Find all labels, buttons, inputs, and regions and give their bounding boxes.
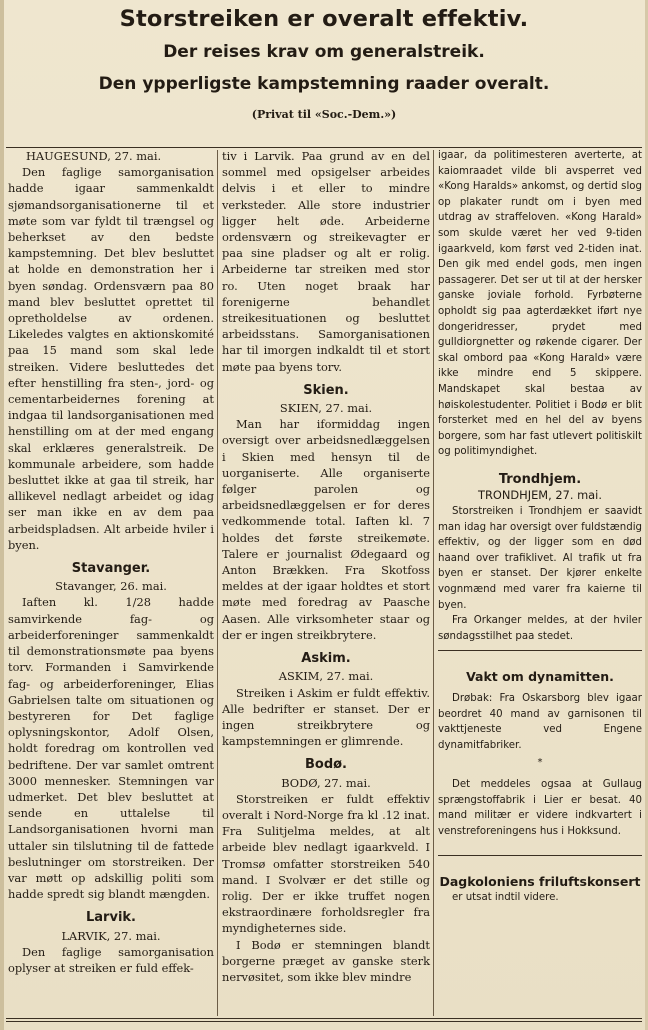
paper-edge-left: [0, 0, 4, 1030]
paragraph-trondhjem: Storstreiken i Trondhjem er saavidt man idag har oversigt over fuldstændig effektiv, og der ligger som en død haand over trafiklivet. Al trafik ut fra byen er stanset. Der kjører enkelte vognmænd med varer fra kaierne til byen.: [438, 506, 642, 611]
column-divider-1: [217, 150, 218, 1016]
footer-rule: [6, 1018, 642, 1019]
dateline-larvik: LARVIK, 27. mai.: [61, 928, 161, 943]
section-heading-askim: Askim.: [301, 651, 351, 667]
paragraph-askim: Streiken i Askim er fuldt effektiv. Alle bedrifter er stanset. Der er ingen streikbrytere og kampstemningen er glimrende.: [222, 685, 430, 749]
dateline-bodo: BODØ, 27. mai.: [281, 775, 371, 790]
paragraph-gullaug: Det meddeles ogsaa at Gullaug sprængstoffabrik i Lier er besat. 40 mand militær er videre indkvartert i venstreforeningens hus i Hokksund.: [438, 778, 642, 837]
paragraph-dynamitt: Drøbak: Fra Oskarsborg blev igaar beordret 40 mand av garnisonen til vakttjeneste ved Engene dynamitfabriker.: [438, 693, 642, 751]
dateline-trondhjem: TRONDHJEM, 27. mai.: [478, 488, 602, 503]
dateline-stavanger: Stavanger, 26. mai.: [55, 579, 167, 594]
separator-star: *: [537, 757, 543, 769]
paragraph-stavanger: Iaften kl. 1/28 hadde samvirkende fag- og arbeiderforeninger sammenkaldt til demonstrationsmøte paa byens torv. Formanden i Samvirkende fag- og arbeiderforeninger, Elias Gabrielsen talte om situationen og bestyreren for Det faglige oplysningskontor, Adolf Olsen, holdt foredrag om kontrollen ved bedriftene. Der var samlet omtrent 3000 mennesker. Stemningen var udmerket. Det blev besluttet at sende en uttalelse til Landsorganisationen hvorni man uttaler sin tilslutning til de fattede beslutninger om storstreiken. Der var møtt op adskillig politi som hadde spredt sig blandt mængden.: [8, 595, 214, 902]
dateline-askim: ASKIM, 27. mai.: [278, 669, 374, 684]
article-header: [8, 4, 640, 121]
column-2: [222, 148, 430, 985]
column-1: [8, 148, 214, 976]
dateline-haugesund: HAUGESUND, 27. mai.: [26, 149, 162, 163]
paragraph-bodo-cont: igaar, da politimesteren averterte, at kaiomraadet vilde bli avsperret ved «Kong Haralds» ankomst, og dertid slog op plakater rundt om i byen med utdrag av straffeloven. «Kong Harald» som skulde været her ved 9-tiden igaarkveld, kom først ved 2-tiden inat. Den gik med endel gods, men ingen passagerer. Det ser ut til at der hersker ganske joviale forhold. Fyrbøterne opholdt sig paa agterdækket iført nye dongeridresser, prydet med gulldiorgnetter og røkende cigarer. Der skal ombord paa «Kong Harald» være ikke mindre end 5 skippere. Mandskapet skal bestaa av høiskolestudenter. Politiet i Bodø er blit forsterket med en hel del av byens borgere, som har fast utlevert politiskilt og politimyndighet.: [438, 150, 642, 458]
headline-subtitle-2: Den ypperligste kampstemning raader overalt.: [98, 74, 550, 94]
headline-title: Storstreiken er overalt effektiv.: [119, 6, 529, 32]
paragraph-bodo: Storstreiken er fuldt effektiv overalt i Nord-Norge fra kl .12 inat. Fra Sulitjelma meldes, at alt arbeide blev nedlagt igaarkveld. I Tromsø omfatter storstreiken 540 mand. I Svolvær er det stille og rolig. Der er ikke truffet nogen ekstraordinære forholdsregler fra myndigheternes side.: [222, 791, 430, 936]
section-divider-2: [438, 855, 642, 856]
footer-rule-2: [6, 1021, 642, 1022]
section-heading-larvik: Larvik.: [86, 910, 136, 926]
section-divider: [438, 650, 642, 651]
section-heading-stavanger: Stavanger.: [71, 561, 151, 577]
paragraph-larvik: Den faglige samorganisation oplyser at streiken er fuld effek-: [8, 944, 214, 975]
section-heading-bodo: Bodø.: [304, 757, 347, 773]
section-heading-konsert: Dagkoloniens friluftskonsert: [439, 874, 641, 890]
dateline-skien: SKIEN, 27. mai.: [279, 401, 373, 416]
source-credit: (Privat til «Soc.-Dem.»): [251, 108, 397, 121]
paragraph-konsert: er utsat indtil videre.: [452, 891, 559, 903]
paragraph-larvik-cont: tiv i Larvik. Paa grund av en del sommel med opsigelser arbeides delvis i et eller to mindre verksteder. Alle store industrier ligger helt øde. Arbeiderne ordensværn og streikevagter er paa sine pladser og alt er rolig. Arbeiderne tar streiken med stor ro. Uten noget braak har forenigerne behandlet streikesituationen og besluttet arbeidsstans. Samorganisationen har til imorgen indkaldt til et stort møte paa byens torv.: [222, 149, 430, 374]
paragraph-haugesund: Den faglige samorganisation hadde igaar sammenkaldt sjømandsorganisationerne til et møte som var fyldt til trængsel og beherkset av den bedste kampstemning. Det blev besluttet at holde en demonstration her i byen søndag. Ordensværn paa 80 mand blev besluttet oprettet til opretholdelse av ordenen. Likeledes valgtes en aktionskomité paa 15 mand som skal lede streiken. Videre besluttedes det efter henstilling fra sten-, jord- og cementarbeidernes forening at indgaa til landsorganisationen med henstilling om at der med engang skal erklæres generalstreik. De kommunale arbeidere, som hadde besluttet ikke at gaa til streik, har allikevel nedlagt arbeidet og idag ser man ikke en av dem paa arbeidspladsen. Alt arbeide hviler i byen.: [8, 165, 214, 552]
column-3: [438, 148, 642, 906]
headline-subtitle-1: Der reises krav om generalstreik.: [163, 42, 485, 62]
column-divider-2: [433, 150, 434, 1016]
section-heading-dynamitt: Vakt om dynamitten.: [466, 669, 614, 685]
section-heading-skien: Skien.: [303, 382, 349, 398]
paragraph-bodo-2: I Bodø er stemningen blandt borgerne præget av ganske sterk nervøsitet, som ikke blev mindre: [222, 937, 430, 984]
paragraph-skien: Man har iformiddag ingen oversigt over arbeidsnedlæggelsen i Skien med hensyn til de uorganiserte. Alle organiserte følger parolen og arbeidsnedlæggelsen er for deres vedkommende total. Iaften kl. 7 holdes det første streikemøte. Talere er journalist Ødegaard og Anton Brækken. Fra Skotfoss meldes at der igaar holdtes et stort møte med foredrag av Paasche Aasen. Alle virksomheter staar og der er ingen streikbrytere.: [222, 417, 430, 642]
paragraph-orkanger: Fra Orkanger meldes, at der hviler søndagsstilhet paa stedet.: [438, 615, 642, 642]
section-heading-trondhjem: Trondhjem.: [498, 471, 582, 487]
